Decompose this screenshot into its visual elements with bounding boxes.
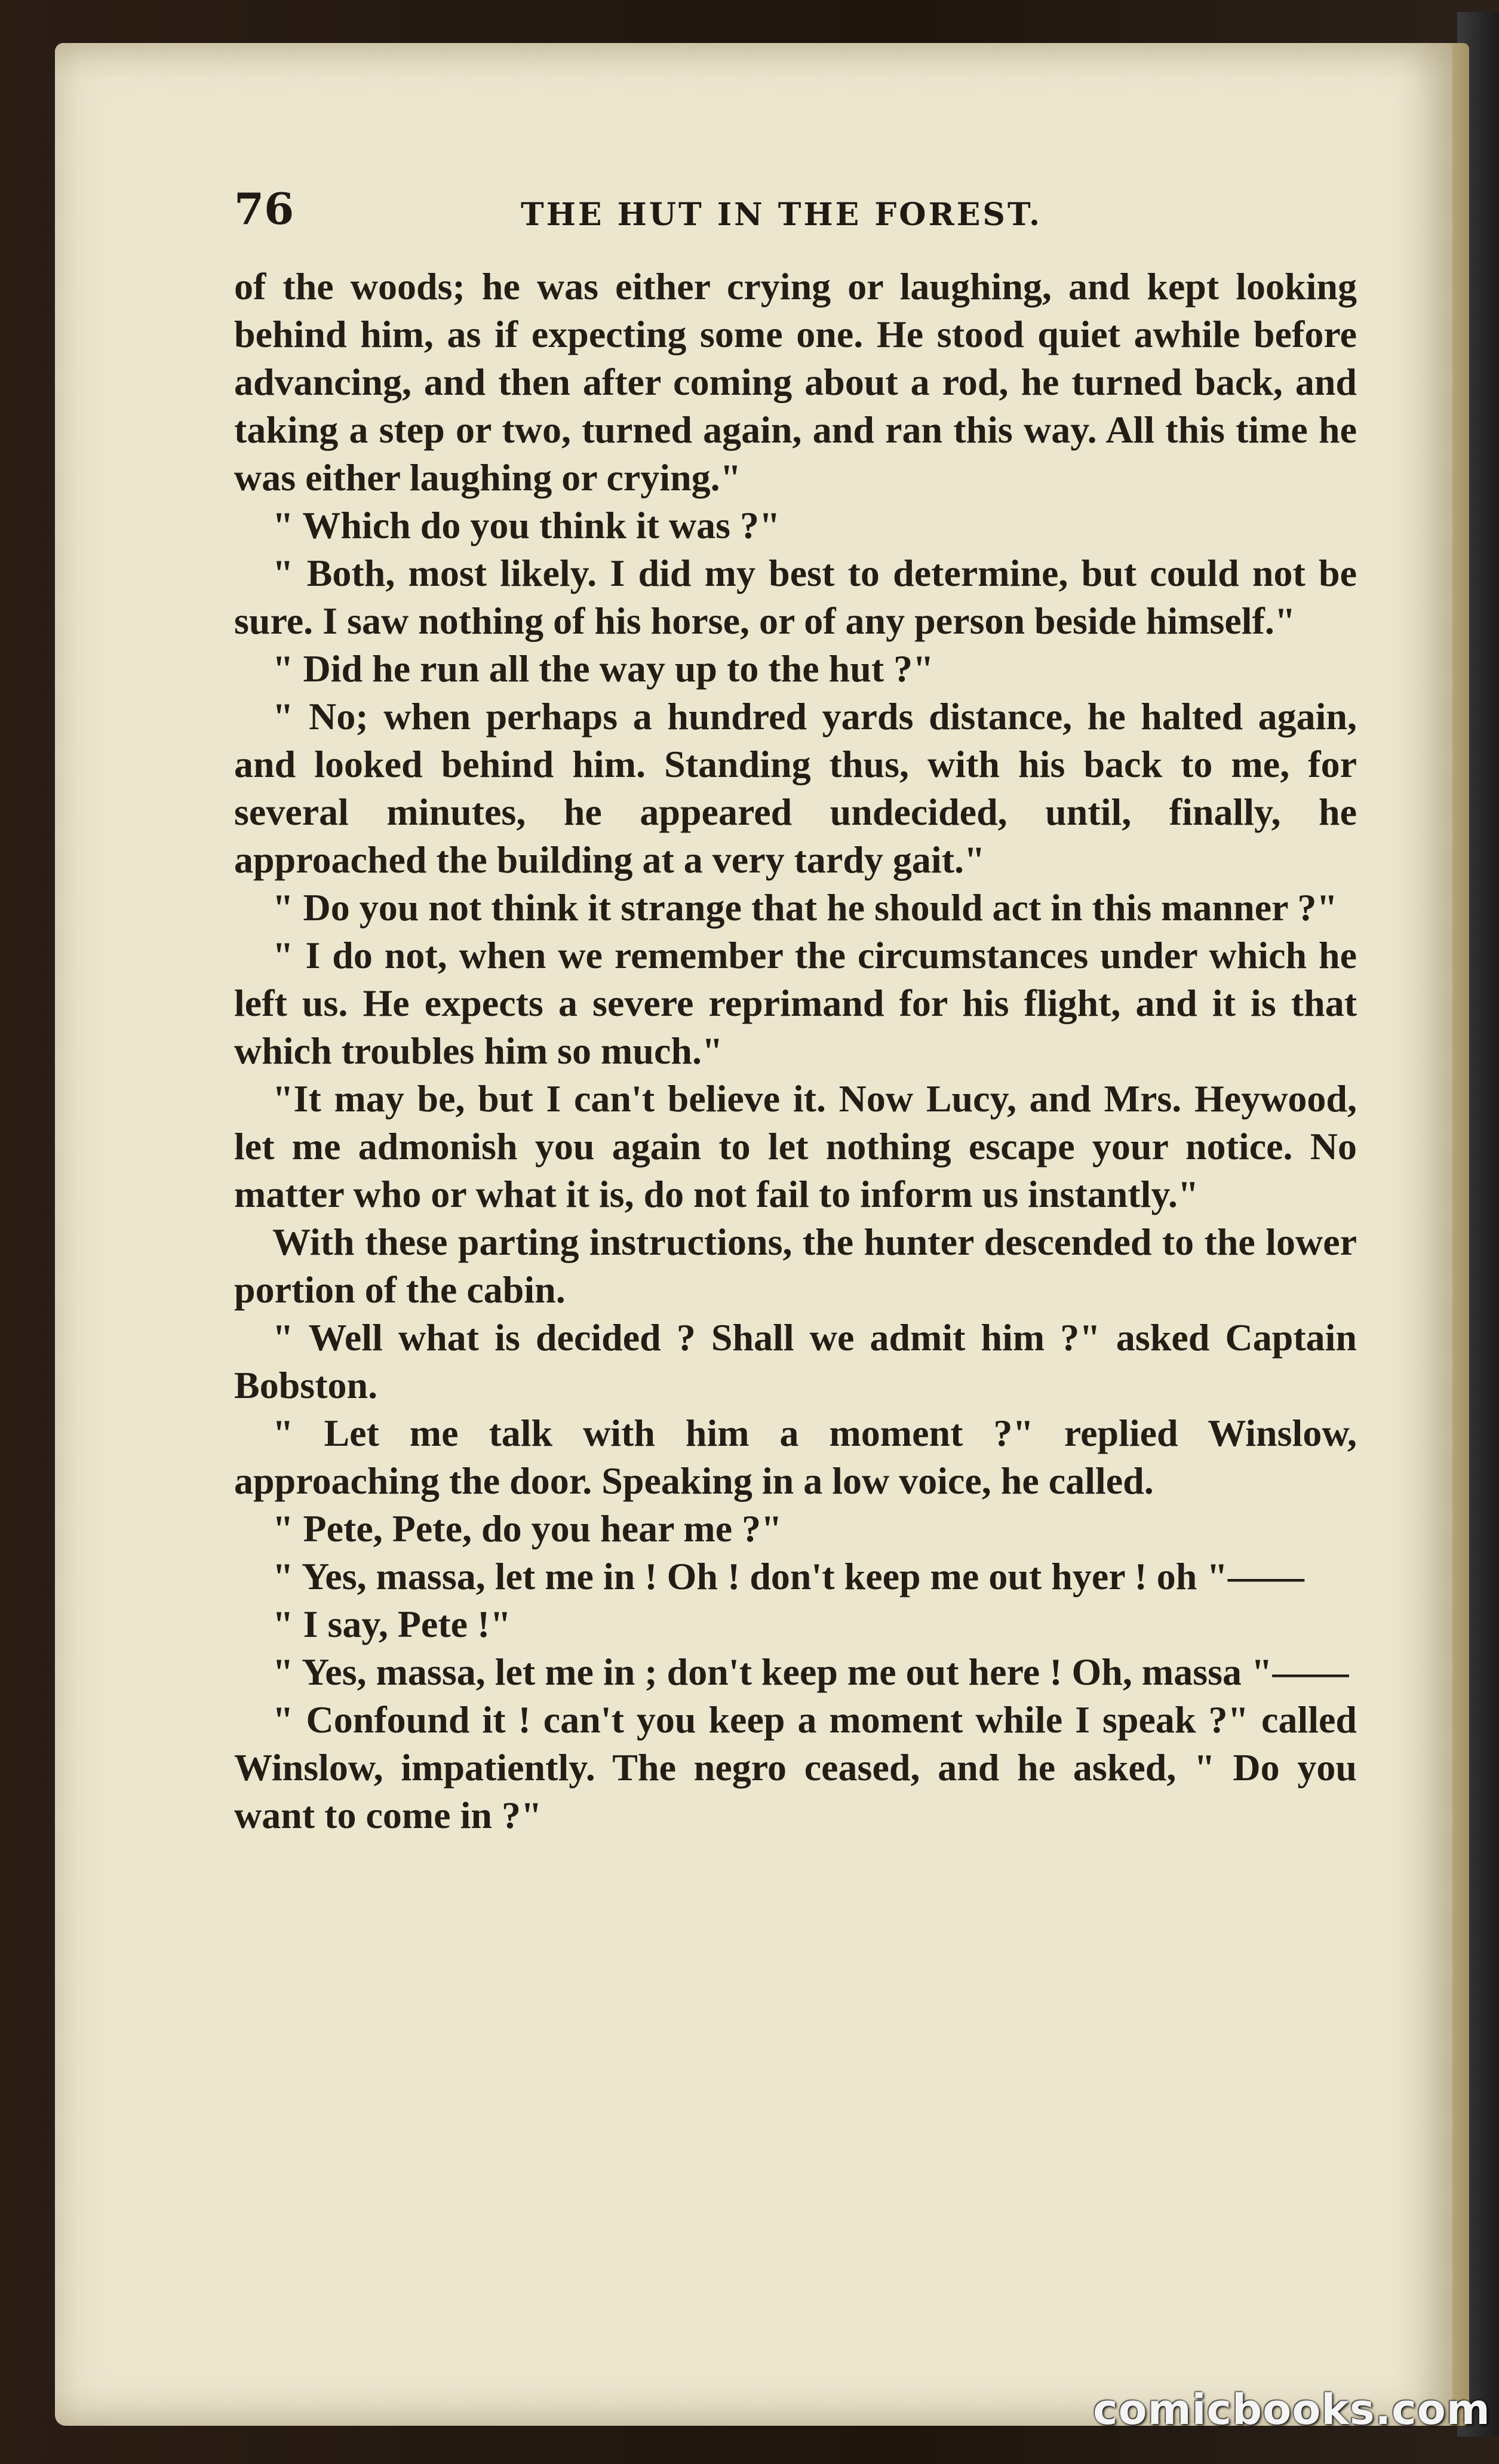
paragraph: " Confound it ! can't you keep a moment while I speak ?" called Winslow, impatiently. The negro ceased, and he asked, " Do you want to come in ?" bbox=[234, 1698, 1357, 1836]
paragraph: " Yes, massa, let me in ; don't keep me out here ! Oh, massa "—— bbox=[272, 1651, 1349, 1693]
body-text bbox=[234, 263, 1357, 2305]
paragraph: " I say, Pete !" bbox=[272, 1603, 511, 1645]
paragraph: With these parting instructions, the hunter descended to the lower portion of the cabin. bbox=[234, 1221, 1357, 1311]
paragraph: " Yes, massa, let me in ! Oh ! don't keep me out hyer ! oh "—— bbox=[272, 1555, 1304, 1597]
paragraph: " Do you not think it strange that he should act in this manner ?" bbox=[272, 886, 1338, 929]
paragraph: " Which do you think it was ?" bbox=[272, 504, 781, 546]
paragraph: " Well what is decided ? Shall we admit him ?" asked Captain Bobston. bbox=[234, 1316, 1357, 1406]
paragraph: " Pete, Pete, do you hear me ?" bbox=[272, 1507, 782, 1550]
page-number: 76 bbox=[234, 183, 294, 234]
page-content bbox=[234, 179, 1357, 2305]
page-header bbox=[234, 179, 1357, 239]
paragraph: " No; when perhaps a hundred yards distance, he halted again, and looked behind him. Standing thus, with his back to me, for several minutes, he appeared undecided, until, finally, he approached the building at a very tardy gait." bbox=[234, 695, 1357, 881]
running-head: THE HUT IN THE FOREST. bbox=[521, 196, 1043, 233]
paragraph: " Both, most likely. I did my best to determine, but could not be sure. I saw nothing of his horse, or of any person beside himself." bbox=[234, 552, 1357, 642]
paragraph: "It may be, but I can't believe it. Now Lucy, and Mrs. Heywood, let me admonish you again to let nothing escape your notice. No matter who or what it is, do not fail to inform us instantly." bbox=[234, 1077, 1357, 1215]
site-watermark: comicbooks.com bbox=[1093, 2385, 1491, 2434]
paragraph: " Did he run all the way up to the hut ?" bbox=[272, 647, 934, 690]
paragraph: " Let me talk with him a moment ?" replied Winslow, approaching the door. Speaking in a low voice, he called. bbox=[234, 1412, 1357, 1502]
paragraph: of the woods; he was either crying or laughing, and kept looking behind him, as if expecting some one. He stood quiet awhile before advancing, and then after coming about a rod, he turned back, and taking a step or two, turned again, and ran this way. All this time he was either laughing or crying." bbox=[234, 265, 1357, 499]
paragraph: " I do not, when we remember the circumstances under which he left us. He expects a severe reprimand for his flight, and it is that which troubles him so much." bbox=[234, 934, 1357, 1072]
